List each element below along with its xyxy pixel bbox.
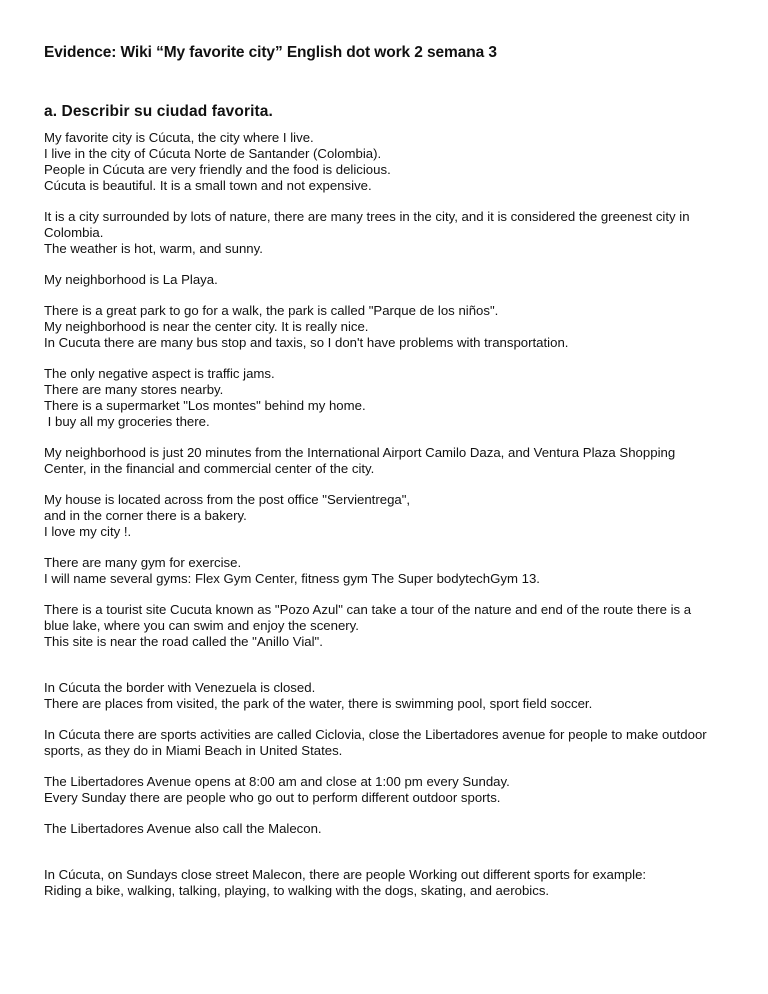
text-line: There are many stores nearby. [44, 382, 224, 397]
text-line: There is a great park to go for a walk, the park is called "Parque de los niños". [44, 303, 499, 318]
text-line: In Cúcuta, on Sundays close street Malecon, there are people Working out different sports for example: [44, 867, 647, 882]
text-line: Colombia. [44, 225, 104, 240]
text-line: My neighborhood is La Playa. [44, 272, 218, 287]
text-line: and in the corner there is a bakery. [44, 508, 247, 523]
paragraph-4 [44, 303, 734, 351]
text-line: The Libertadores Avenue opens at 8:00 am and close at 1:00 pm every Sunday. [44, 774, 510, 789]
text-line: There is a supermarket "Los montes" behind my home. [44, 398, 366, 413]
text-line: In Cúcuta there are sports activities are called Ciclovia, close the Libertadores avenue for people to make outdoor [44, 727, 707, 742]
paragraph-2 [44, 209, 734, 257]
text-line: In Cúcuta the border with Venezuela is closed. [44, 680, 316, 695]
text-line: My house is located across from the post office "Servientrega", [44, 492, 411, 507]
text-line: blue lake, where you can swim and enjoy the scenery. [44, 618, 359, 633]
text-line: People in Cúcuta are very friendly and the food is delicious. [44, 162, 391, 177]
text-line: There are places from visited, the park of the water, there is swimming pool, sport field soccer. [44, 696, 593, 711]
text-line: I buy all my groceries there. [44, 414, 210, 429]
paragraph-3 [44, 272, 734, 288]
text-line: The Libertadores Avenue also call the Malecon. [44, 821, 322, 836]
text-line: sports, as they do in Miami Beach in United States. [44, 743, 343, 758]
text-line: The weather is hot, warm, and sunny. [44, 241, 263, 256]
paragraph-14 [44, 867, 734, 899]
text-line: I love my city !. [44, 524, 132, 539]
text-line: Cúcuta is beautiful. It is a small town and not expensive. [44, 178, 372, 193]
paragraph-11 [44, 727, 734, 759]
document-title: Evidence: Wiki “My favorite city” English dot work 2 semana 3 [44, 44, 497, 61]
text-line: I live in the city of Cúcuta Norte de Santander (Colombia). [44, 146, 382, 161]
text-line: There is a tourist site Cucuta known as "Pozo Azul" can take a tour of the nature and end of the route there is a [44, 602, 692, 617]
text-line: Riding a bike, walking, talking, playing, to walking with the dogs, skating, and aerobics. [44, 883, 550, 898]
text-line: There are many gym for exercise. [44, 555, 242, 570]
text-line: Every Sunday there are people who go out to perform different outdoor sports. [44, 790, 501, 805]
paragraph-5 [44, 366, 734, 430]
section-heading: a. Describir su ciudad favorita. [44, 103, 273, 120]
text-line: I will name several gyms: Flex Gym Center, fitness gym The Super bodytechGym 13. [44, 571, 540, 586]
text-line: This site is near the road called the "Anillo Vial". [44, 634, 323, 649]
paragraph-12 [44, 774, 734, 806]
paragraph-10 [44, 680, 734, 712]
paragraph-8 [44, 555, 734, 587]
text-line: My favorite city is Cúcuta, the city where I live. [44, 130, 314, 145]
paragraph-6 [44, 445, 734, 477]
text-line: Center, in the financial and commercial center of the city. [44, 461, 375, 476]
text-line: In Cucuta there are many bus stop and taxis, so I don't have problems with transportation. [44, 335, 569, 350]
paragraph-1 [44, 130, 734, 194]
text-line: My neighborhood is near the center city. It is really nice. [44, 319, 369, 334]
document-page [44, 44, 734, 899]
text-line: It is a city surrounded by lots of nature, there are many trees in the city, and it is considered the greenest city in [44, 209, 690, 224]
paragraph-13 [44, 821, 734, 837]
paragraph-7 [44, 492, 734, 540]
text-line: My neighborhood is just 20 minutes from the International Airport Camilo Daza, and Ventura Plaza Shopping [44, 445, 676, 460]
text-line: The only negative aspect is traffic jams. [44, 366, 275, 381]
paragraph-9 [44, 602, 734, 650]
